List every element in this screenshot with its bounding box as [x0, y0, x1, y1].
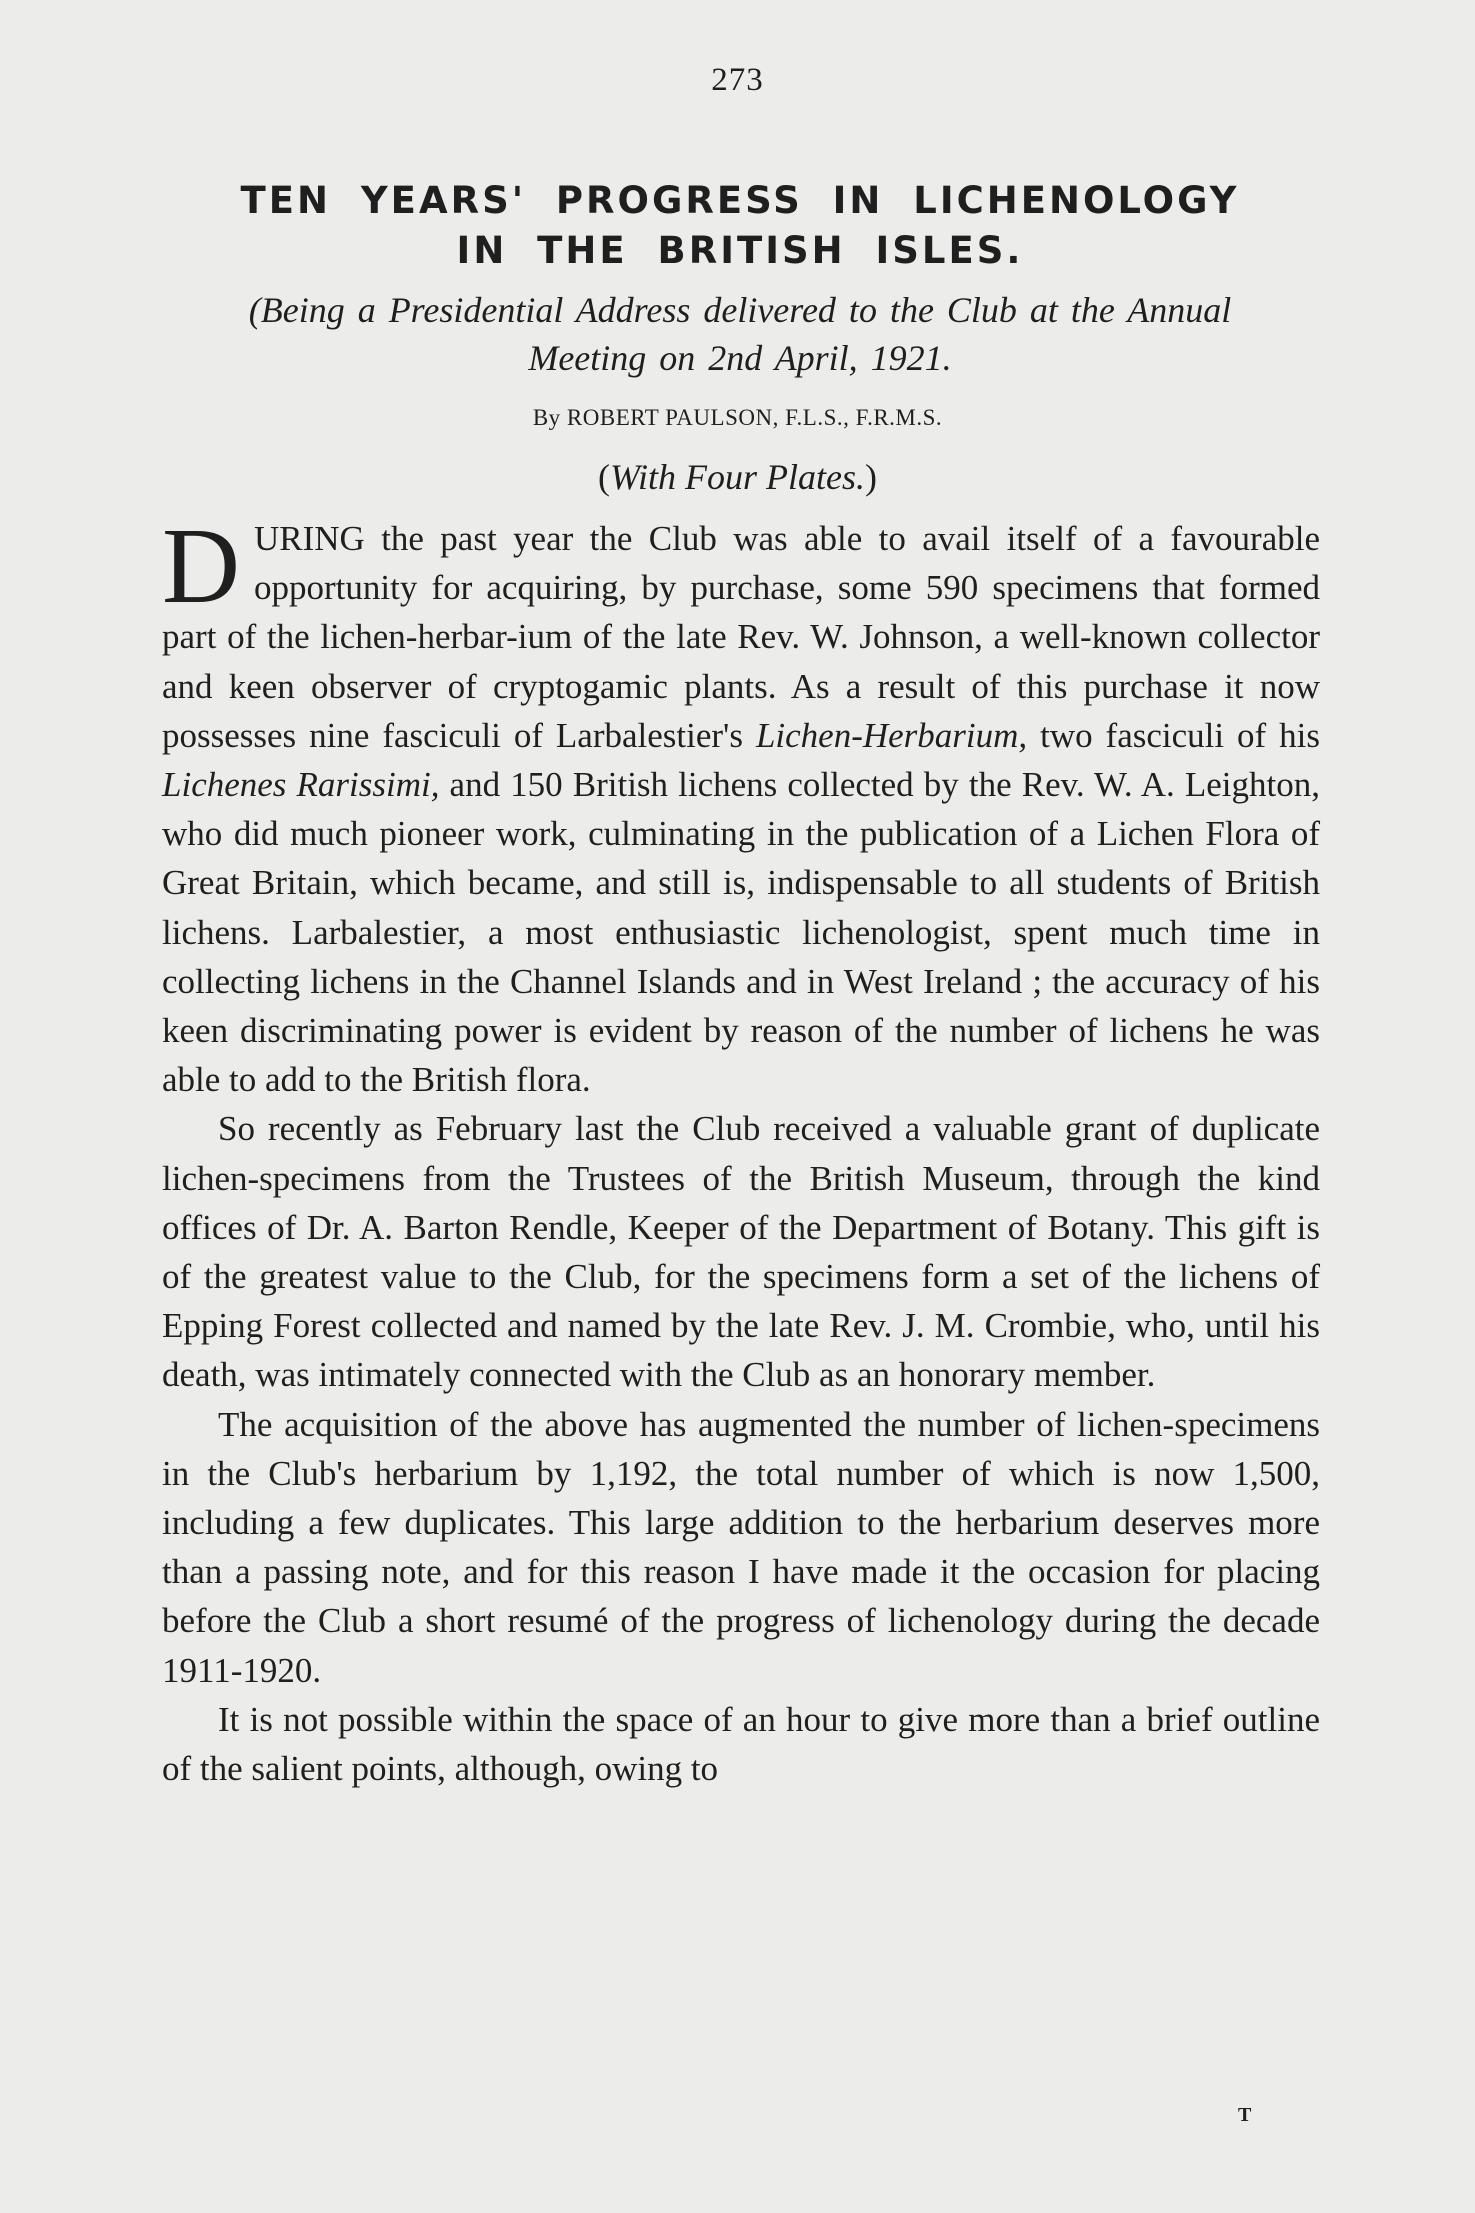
paragraph-1-part-1: URING the past year the Club was able to avail itself of a favourable opportunity for acquiring, by purchase, some 590 specimens that formed part of the lichen-herbar-ium of the late Rev. W. Johnson, a well-known collector and keen observer of cryptogamic plants. As a result of this purchase it now possesses nine fasciculi of Larbalestier's [162, 519, 1320, 755]
plates-note [0, 456, 1475, 498]
paragraph-1-part-3: and 150 British lichens collected by the Rev. W. A. Leighton, who did much pioneer work, culminating in the publication of a Lichen Flora of Great Britain, which became, and still is, indispensable to all students of British lichens. Larbalestier, a most enthusiastic lichenologist, spent much time in collecting lichens in the Channel Islands and in West Ireland ; the accuracy of his keen discriminating power is evident by reason of the number of lichens he was able to add to the British flora. [162, 765, 1320, 1100]
plates-text: With Four Plates. [610, 457, 865, 497]
paragraph-1-italic-2: Lichenes Rarissimi, [162, 765, 440, 805]
paragraph-2: So recently as February last the Club received a valuable grant of duplicate lichen-specimens from the Trustees of the British Museum, through the kind offices of Dr. A. Barton Rendle, Keeper of the Department of Botany. This gift is of the greatest value to the Club, for the specimens form a set of the lichens of Epping Forest collected and named by the late Rev. J. M. Crombie, who, until his death, was intimately connected with the Club as an honorary member. [162, 1109, 1320, 1395]
signature-mark: T [1238, 2104, 1252, 2126]
title-line-2: IN THE BRITISH ISLES. [456, 229, 1024, 272]
author-byline: By ROBERT PAULSON, F.L.S., F.R.M.S. [532, 405, 943, 430]
paragraph-4: It is not possible within the space of an hour to give more than a brief outline of the salient points, although, owing to [162, 1699, 1320, 1789]
article-title [160, 176, 1320, 276]
page-number: 273 [711, 62, 764, 98]
title-line-1: TEN YEARS' PROGRESS IN LICHENOLOGY [240, 179, 1240, 222]
subtitle-line-2: Meeting on 2nd April, 1921. [528, 338, 952, 378]
drop-cap: D [162, 507, 240, 626]
paragraph-3: The acquisition of the above has augmented the number of lichen-specimens in the Club's herbarium by 1,192, the total number of which is now 1,500, including a few duplicates. This large addition to the herbarium deserves more than a passing note, and for this reason I have made it the occasion for placing before the Club a short resumé of the progress of lichenology during the decade 1911-1920. [162, 1404, 1320, 1690]
plates-open-paren: ( [598, 457, 610, 497]
paragraph-1-part-2: two fasciculi of his [1027, 715, 1321, 755]
article-subtitle [160, 286, 1320, 382]
subtitle-line-1: (Being a Presidential Address delivered to the Club at the Annual [248, 290, 1232, 330]
paragraph-1 [162, 507, 1321, 1104]
article-body [162, 507, 1321, 1793]
paragraph-1-italic-1: Lichen-Herbarium, [755, 715, 1028, 755]
plates-close-paren: ) [865, 457, 877, 497]
